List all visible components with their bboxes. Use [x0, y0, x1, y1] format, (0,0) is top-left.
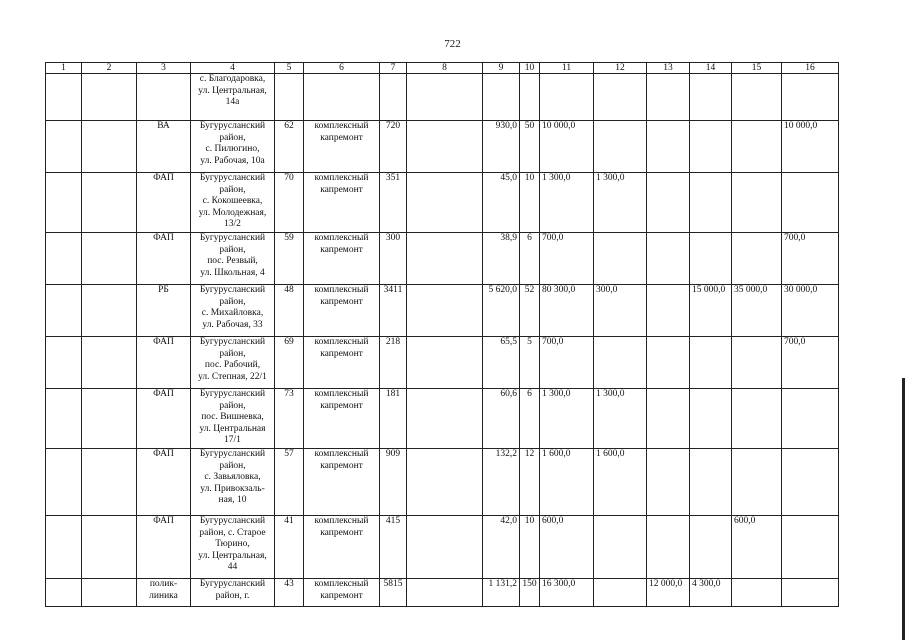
year-or-code: 3411 [380, 285, 407, 337]
empty-cell-col-2 [82, 74, 137, 121]
cost-col-16 [782, 449, 839, 516]
cost-col-12 [594, 74, 647, 121]
year-or-code: 181 [380, 389, 407, 449]
year-or-code: 909 [380, 449, 407, 516]
column-header-7: 7 [380, 63, 407, 74]
total-cost: 80 300,0 [540, 285, 594, 337]
area-value [483, 74, 520, 121]
cost-col-16 [782, 516, 839, 579]
facility-type: ФАП [137, 233, 191, 285]
cost-col-12 [594, 516, 647, 579]
column-8 [407, 285, 483, 337]
column-header-12: 12 [594, 63, 647, 74]
object-number: 59 [275, 233, 304, 285]
column-number-row [46, 63, 839, 74]
empty-cell-col-2 [82, 173, 137, 233]
cost-col-12: 1 300,0 [594, 389, 647, 449]
column-8 [407, 389, 483, 449]
empty-cell-col-1 [46, 233, 82, 285]
area-value: 1 131,2 [483, 579, 520, 607]
table-row [46, 516, 839, 579]
facility-address: Бугурусланский район, с. Михайловка, ул. Рабочая, 33 [191, 285, 275, 337]
cost-col-13 [647, 516, 690, 579]
year-or-code: 300 [380, 233, 407, 285]
column-header-9: 9 [483, 63, 520, 74]
area-value: 930,0 [483, 121, 520, 173]
work-type [304, 74, 380, 121]
facility-address: Бугурусланский район, с. Кокошеевка, ул. Молодежная, 13/2 [191, 173, 275, 233]
cost-col-13 [647, 449, 690, 516]
object-number: 73 [275, 389, 304, 449]
cost-col-12 [594, 233, 647, 285]
column-8 [407, 579, 483, 607]
table-row [46, 579, 839, 607]
area-value: 5 620,0 [483, 285, 520, 337]
cost-col-15 [732, 449, 782, 516]
cost-col-14 [690, 173, 732, 233]
total-cost [540, 74, 594, 121]
empty-cell-col-1 [46, 449, 82, 516]
cost-col-16: 30 000,0 [782, 285, 839, 337]
facility-type: ФАП [137, 516, 191, 579]
cost-col-15 [732, 233, 782, 285]
empty-cell-col-2 [82, 121, 137, 173]
cost-col-16: 10 000,0 [782, 121, 839, 173]
object-number: 70 [275, 173, 304, 233]
total-cost: 1 600,0 [540, 449, 594, 516]
cost-col-14: 4 300,0 [690, 579, 732, 607]
empty-cell-col-2 [82, 449, 137, 516]
cost-col-13 [647, 121, 690, 173]
work-type: комплексный капремонт [304, 516, 380, 579]
facility-address: Бугурусланский район, пос. Вишневка, ул. Центральная 17/1 [191, 389, 275, 449]
facility-type [137, 74, 191, 121]
column-header-5: 5 [275, 63, 304, 74]
cost-col-13 [647, 285, 690, 337]
column-header-11: 11 [540, 63, 594, 74]
column-header-13: 13 [647, 63, 690, 74]
cost-col-16 [782, 389, 839, 449]
empty-cell-col-1 [46, 337, 82, 389]
work-type: комплексный капремонт [304, 233, 380, 285]
table-row [46, 233, 839, 285]
cost-col-15 [732, 173, 782, 233]
total-cost: 600,0 [540, 516, 594, 579]
area-value: 45,0 [483, 173, 520, 233]
cost-col-12: 1 300,0 [594, 173, 647, 233]
column-header-1: 1 [46, 63, 82, 74]
cost-col-12 [594, 579, 647, 607]
work-type: комплексный капремонт [304, 337, 380, 389]
total-cost: 1 300,0 [540, 173, 594, 233]
cost-col-14: 15 000,0 [690, 285, 732, 337]
cost-col-16 [782, 579, 839, 607]
column-8 [407, 74, 483, 121]
cost-col-12: 300,0 [594, 285, 647, 337]
year-or-code: 720 [380, 121, 407, 173]
area-value: 132,2 [483, 449, 520, 516]
cost-col-15 [732, 74, 782, 121]
facility-address: Бугурусланский район, пос. Резвый, ул. Школьная, 4 [191, 233, 275, 285]
column-header-4: 4 [191, 63, 275, 74]
facility-type: РБ [137, 285, 191, 337]
cost-col-15 [732, 121, 782, 173]
cost-col-15 [732, 579, 782, 607]
capacity-value: 5 [520, 337, 540, 389]
empty-cell-col-2 [82, 389, 137, 449]
cost-col-16 [782, 173, 839, 233]
area-value: 65,5 [483, 337, 520, 389]
empty-cell-col-2 [82, 233, 137, 285]
year-or-code [380, 74, 407, 121]
capacity-value: 50 [520, 121, 540, 173]
cost-col-16 [782, 74, 839, 121]
capacity-value: 10 [520, 173, 540, 233]
column-8 [407, 173, 483, 233]
cost-col-14 [690, 233, 732, 285]
cost-col-12 [594, 121, 647, 173]
empty-cell-col-2 [82, 337, 137, 389]
year-or-code: 415 [380, 516, 407, 579]
object-number: 41 [275, 516, 304, 579]
cost-col-13 [647, 389, 690, 449]
cost-col-13 [647, 233, 690, 285]
year-or-code: 351 [380, 173, 407, 233]
cost-col-14 [690, 449, 732, 516]
facility-address: Бугурусланский район, г. [191, 579, 275, 607]
capacity-value [520, 74, 540, 121]
empty-cell-col-1 [46, 579, 82, 607]
empty-cell-col-1 [46, 285, 82, 337]
facility-type: ФАП [137, 173, 191, 233]
facility-type: ФАП [137, 389, 191, 449]
cost-col-16: 700,0 [782, 337, 839, 389]
area-value: 60,6 [483, 389, 520, 449]
column-header-6: 6 [304, 63, 380, 74]
table-row [46, 389, 839, 449]
empty-cell-col-1 [46, 74, 82, 121]
column-8 [407, 449, 483, 516]
year-or-code: 5815 [380, 579, 407, 607]
capacity-value: 10 [520, 516, 540, 579]
empty-cell-col-1 [46, 516, 82, 579]
area-value: 42,0 [483, 516, 520, 579]
empty-cell-col-1 [46, 121, 82, 173]
facility-address: Бугурусланский район, с. Пилюгино, ул. Рабочая, 10а [191, 121, 275, 173]
cost-col-14 [690, 74, 732, 121]
capacity-value: 52 [520, 285, 540, 337]
column-8 [407, 337, 483, 389]
facility-address: Бугурусланский район, пос. Рабочий, ул. Степная, 22/1 [191, 337, 275, 389]
facility-type: ФАП [137, 337, 191, 389]
table-row [46, 285, 839, 337]
column-header-10: 10 [520, 63, 540, 74]
cost-col-13 [647, 337, 690, 389]
object-number: 69 [275, 337, 304, 389]
work-type: комплексный капремонт [304, 579, 380, 607]
cost-col-15 [732, 337, 782, 389]
cost-col-12 [594, 337, 647, 389]
facility-address: с. Благодаровка, ул. Центральная, 14а [191, 74, 275, 121]
column-header-15: 15 [732, 63, 782, 74]
cost-col-14 [690, 516, 732, 579]
empty-cell-col-1 [46, 173, 82, 233]
total-cost: 1 300,0 [540, 389, 594, 449]
cost-col-14 [690, 121, 732, 173]
page-number: 722 [444, 38, 461, 50]
cost-col-14 [690, 337, 732, 389]
work-type: комплексный капремонт [304, 389, 380, 449]
cost-col-16: 700,0 [782, 233, 839, 285]
column-8 [407, 233, 483, 285]
table-row [46, 449, 839, 516]
object-number: 57 [275, 449, 304, 516]
total-cost: 10 000,0 [540, 121, 594, 173]
cost-col-15: 35 000,0 [732, 285, 782, 337]
year-or-code: 218 [380, 337, 407, 389]
object-number: 48 [275, 285, 304, 337]
table-row [46, 121, 839, 173]
column-header-3: 3 [137, 63, 191, 74]
total-cost: 700,0 [540, 337, 594, 389]
table-body [46, 74, 839, 607]
facility-type: ФАП [137, 449, 191, 516]
empty-cell-col-1 [46, 389, 82, 449]
cost-col-14 [690, 389, 732, 449]
capacity-value: 6 [520, 233, 540, 285]
column-8 [407, 121, 483, 173]
total-cost: 16 300,0 [540, 579, 594, 607]
cost-col-15: 600,0 [732, 516, 782, 579]
area-value: 38,9 [483, 233, 520, 285]
total-cost: 700,0 [540, 233, 594, 285]
facility-address: Бугурусланский район, с. Старое Тюрино, ул. Центральная, 44 [191, 516, 275, 579]
cost-col-13: 12 000,0 [647, 579, 690, 607]
capacity-value: 6 [520, 389, 540, 449]
object-number [275, 74, 304, 121]
work-type: комплексный капремонт [304, 449, 380, 516]
work-type: комплексный капремонт [304, 173, 380, 233]
table-row [46, 74, 839, 121]
cost-col-15 [732, 389, 782, 449]
empty-cell-col-2 [82, 285, 137, 337]
capital-repair-table [45, 62, 839, 607]
column-header-2: 2 [82, 63, 137, 74]
cost-col-12: 1 600,0 [594, 449, 647, 516]
facility-type: ВА [137, 121, 191, 173]
cost-col-13 [647, 173, 690, 233]
capacity-value: 12 [520, 449, 540, 516]
work-type: комплексный капремонт [304, 121, 380, 173]
object-number: 43 [275, 579, 304, 607]
capacity-value: 150 [520, 579, 540, 607]
column-header-8: 8 [407, 63, 483, 74]
facility-type: полик- линика [137, 579, 191, 607]
column-8 [407, 516, 483, 579]
object-number: 62 [275, 121, 304, 173]
empty-cell-col-2 [82, 516, 137, 579]
table-row [46, 337, 839, 389]
cost-col-13 [647, 74, 690, 121]
column-header-16: 16 [782, 63, 839, 74]
table-row [46, 173, 839, 233]
column-header-14: 14 [690, 63, 732, 74]
empty-cell-col-2 [82, 579, 137, 607]
facility-address: Бугурусланский район, с. Завьяловка, ул. Привокзаль- ная, 10 [191, 449, 275, 516]
work-type: комплексный капремонт [304, 285, 380, 337]
